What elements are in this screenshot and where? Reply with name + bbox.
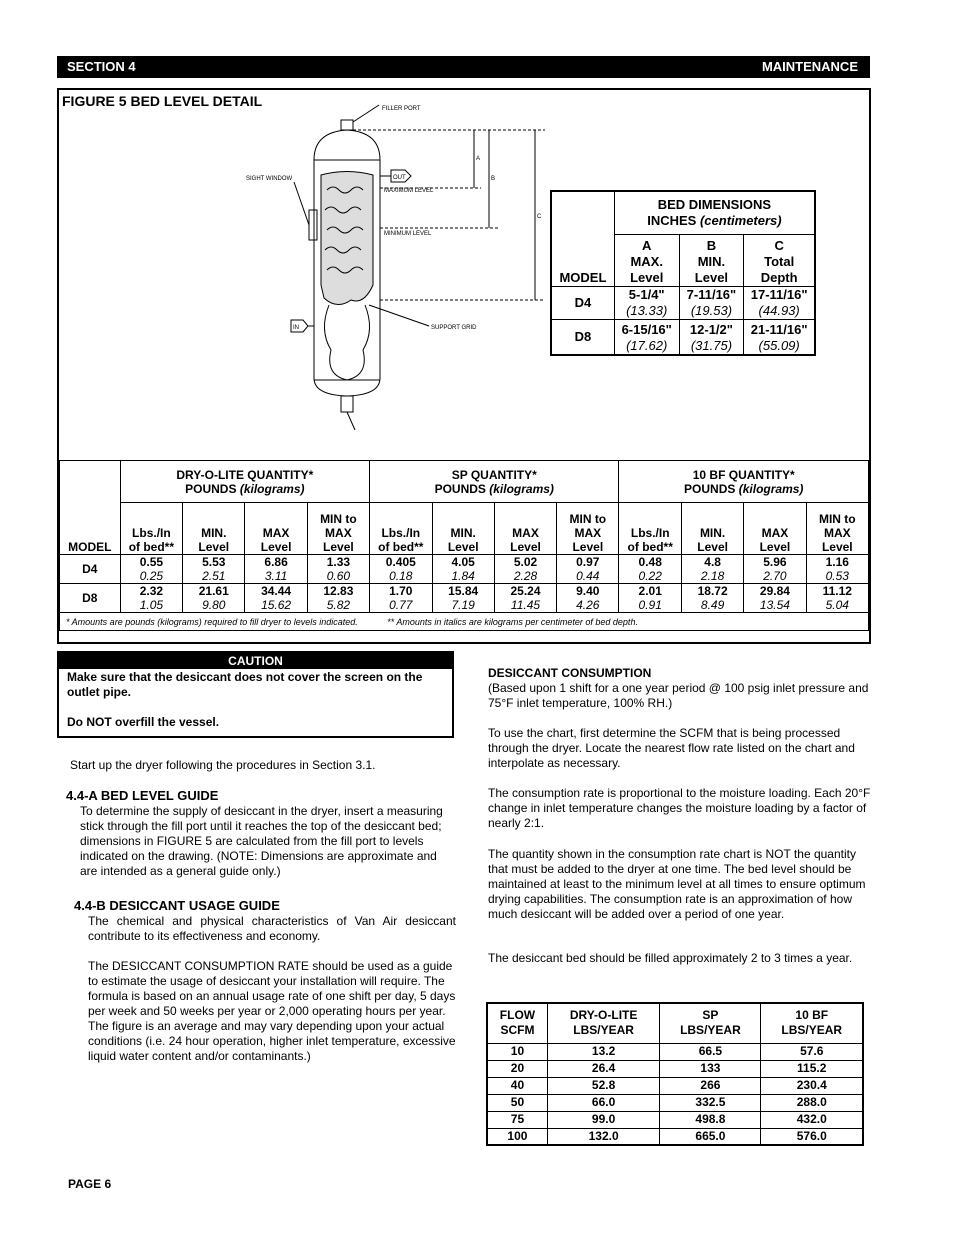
label-support-grid: SUPPORT GRID	[431, 325, 477, 331]
qty-value-cell: 4.05 1.84	[432, 555, 494, 584]
label-b: B	[491, 176, 496, 182]
consumption-paragraph-1: (Based upon 1 shift for a one year period @ 100 psig inlet pressure and 75°F inlet temperature, 100% RH.)	[488, 681, 869, 710]
qty-value-cell: 1.33 0.60	[307, 555, 369, 584]
label-a: A	[476, 156, 481, 162]
consumption-cell: 498.8	[660, 1111, 761, 1128]
bed-dimensions-table	[550, 190, 816, 356]
qty-value-cell: 5.96 2.70	[744, 555, 806, 584]
consumption-cell: 57.6	[761, 1043, 863, 1060]
qty-value-cell: 12.83 5.82	[307, 584, 369, 613]
caution-title: CAUTION	[59, 653, 452, 669]
consumption-cell: 133	[660, 1060, 761, 1077]
consumption-cell: 20	[487, 1060, 547, 1077]
consumption-header-cell: SP LBS/YEAR	[660, 1003, 761, 1043]
filler-port-cap	[341, 120, 353, 130]
qty-value-cell: 18.72 8.49	[681, 584, 743, 613]
consumption-cell: 50	[487, 1094, 547, 1111]
table-row	[60, 555, 869, 584]
qty-value-cell: 0.97 0.44	[557, 555, 619, 584]
consumption-cell: 10	[487, 1043, 547, 1060]
qty-value-cell: 4.8 2.18	[681, 555, 743, 584]
qty-value-cell: 5.53 2.51	[183, 555, 245, 584]
usage-paragraph-1: The chemical and physical characteristics of Van Air desiccant contribute to its effectiveness and economy.	[88, 914, 456, 943]
table-row	[487, 1077, 863, 1094]
consumption-cell: 432.0	[761, 1111, 863, 1128]
table-row	[487, 1111, 863, 1128]
consumption-paragraph-5: The desiccant bed should be filled approximately 2 to 3 times a year.	[488, 951, 853, 965]
dryer-drawing	[229, 100, 549, 445]
sight-window	[309, 210, 317, 240]
qty-value-cell: 29.84 13.54	[744, 584, 806, 613]
table-row	[487, 1094, 863, 1111]
section-header	[57, 56, 870, 78]
table-row	[487, 1043, 863, 1060]
qty-value-cell: 11.12 5.04	[806, 584, 868, 613]
bed-col-b: B MIN. Level	[679, 234, 744, 286]
table-row: D8 6-15/16" (17.62) 12-1/2" (31.75) 21-11/16" (55.09)	[551, 319, 815, 355]
qty-value-cell: 9.40 4.26	[557, 584, 619, 613]
qty-value-cell: 1.70 0.77	[370, 584, 432, 613]
consumption-cell: 66.0	[547, 1094, 659, 1111]
qty-value-cell: 0.48 0.22	[619, 555, 681, 584]
qty-group-header: 10 BF QUANTITY* POUNDS (kilograms)	[619, 461, 869, 503]
consumption-paragraph-4: The quantity shown in the consumption rate chart is NOT the quantity that must be added to the dryer at one time. The bed level should be maintained at least to the minimum level at all times to ensure optimum drying capabilities. The consumption rate is an approximation of how much desiccant will be added over a period of one year.	[488, 847, 866, 921]
consumption-cell: 13.2	[547, 1043, 659, 1060]
qty-value-cell: 25.24 11.45	[494, 584, 556, 613]
consumption-cell: 100	[487, 1128, 547, 1145]
consumption-cell: 288.0	[761, 1094, 863, 1111]
page-number: PAGE 6	[68, 1177, 112, 1191]
qty-subcol-header: Lbs./In of bed**	[370, 503, 432, 555]
qty-subcol-header: MAX Level	[494, 503, 556, 555]
consumption-cell: 266	[660, 1077, 761, 1094]
table-row	[487, 1060, 863, 1077]
qty-value-cell: 15.84 7.19	[432, 584, 494, 613]
qty-subcol-header: MIN. Level	[681, 503, 743, 555]
caution-line-1: Make sure that the desiccant does not cover the screen on the outlet pipe.	[67, 670, 423, 699]
consumption-cell: 576.0	[761, 1128, 863, 1145]
qty-group-header: DRY-O-LITE QUANTITY* POUNDS (kilograms)	[120, 461, 369, 503]
bed-col-c: C Total Depth	[744, 234, 815, 286]
qty-value-cell: 2.32 1.05	[120, 584, 182, 613]
consumption-header-cell: FLOW SCFM	[487, 1003, 547, 1043]
bed-model-header: MODEL	[551, 191, 614, 286]
figure-title: FIGURE 5 BED LEVEL DETAIL	[62, 93, 263, 109]
label-sight-window: SIGHT WINDOW	[246, 176, 293, 182]
qty-subcol-header: MAX Level	[245, 503, 307, 555]
consumption-cell: 52.8	[547, 1077, 659, 1094]
table-row	[487, 1128, 863, 1145]
bed-level-paragraph: To determine the supply of desiccant in the dryer, insert a measuring stick through the fill port until it reaches the top of the desiccant bed; dimensions in FIGURE 5 are calculated from the fill port to levels indicated on the drawing. (NOTE: Dimensions are approximate and are intended as a general guide only.)	[80, 804, 443, 878]
consumption-cell: 332.5	[660, 1094, 761, 1111]
label-filler-port: FILLER PORT	[382, 106, 421, 112]
bed-title-cell: BED DIMENSIONS INCHES (centimeters)	[614, 191, 815, 234]
qty-subcol-header: MIN. Level	[432, 503, 494, 555]
label-in: IN	[293, 325, 299, 331]
qty-subcol-header: MAX Level	[744, 503, 806, 555]
qty-value-cell: 0.55 0.25	[120, 555, 182, 584]
label-maximum-level: MAXIMUM LEVEL	[384, 188, 434, 194]
consumption-cell: 40	[487, 1077, 547, 1094]
consumption-paragraph-3: The consumption rate is proportional to the moisture loading. Each 20°F change in inlet temperature changes the moisture loading by a factor of nearly 2:1.	[488, 786, 871, 830]
qty-value-cell: 6.86 3.11	[245, 555, 307, 584]
qty-model-header: MODEL	[60, 461, 121, 555]
consumption-cell: 665.0	[660, 1128, 761, 1145]
consumption-cell: 26.4	[547, 1060, 659, 1077]
caution-line-2: Do NOT overfill the vessel.	[67, 715, 220, 729]
consumption-header-cell: DRY-O-LITE LBS/YEAR	[547, 1003, 659, 1043]
qty-subcol-header: MIN to MAX Level	[557, 503, 619, 555]
consumption-paragraph-2: To use the chart, first determine the SCFM that is being processed through the dryer. Locate the nearest flow rate listed on the chart and interpolate as necessary.	[488, 726, 855, 770]
desiccant-bed	[321, 172, 373, 305]
startup-text: Start up the dryer following the procedures in Section 3.1.	[70, 758, 376, 772]
heading-desiccant-consumption: DESICCANT CONSUMPTION	[488, 666, 652, 680]
qty-group-header: SP QUANTITY* POUNDS (kilograms)	[370, 461, 619, 503]
consumption-cell: 66.5	[660, 1043, 761, 1060]
qty-notes: * Amounts are pounds (kilograms) required to fill dryer to levels indicated. ** Amounts in italics are kilograms per centimeter of bed depth.	[60, 613, 869, 631]
qty-subcol-header: Lbs./In of bed**	[120, 503, 182, 555]
qty-model-cell: D8	[60, 584, 121, 613]
consumption-cell: 75	[487, 1111, 547, 1128]
section-label: SECTION 4	[67, 59, 136, 74]
qty-value-cell: 0.405 0.18	[370, 555, 432, 584]
consumption-table	[486, 1002, 864, 1146]
qty-subcol-header: MIN to MAX Level	[307, 503, 369, 555]
qty-model-cell: D4	[60, 555, 121, 584]
heading-desiccant-usage-guide: 4.4-B DESICCANT USAGE GUIDE	[74, 898, 280, 913]
consumption-cell: 132.0	[547, 1128, 659, 1145]
usage-paragraph-2: The DESICCANT CONSUMPTION RATE should be used as a guide to estimate the usage of desiccant your installation will require. The formula is based on an annual usage rate of one shift per day, 5 days per week and 50 weeks per year or 2,000 operating hours per year. The figure is an average and may vary depending upon your actual conditions (i.e. 24 hour operation, higher inlet temperature, excessive liquid water content and/or contaminants.)	[88, 959, 456, 1063]
section-title: MAINTENANCE	[761, 59, 858, 74]
qty-value-cell: 21.61 9.80	[183, 584, 245, 613]
qty-value-cell: 34.44 15.62	[245, 584, 307, 613]
consumption-cell: 230.4	[761, 1077, 863, 1094]
consumption-cell: 115.2	[761, 1060, 863, 1077]
qty-value-cell: 1.16 0.53	[806, 555, 868, 584]
label-out: OUT	[393, 175, 406, 181]
qty-subcol-header: Lbs./In of bed**	[619, 503, 681, 555]
label-c: C	[537, 214, 542, 220]
bed-col-a: A MAX. Level	[614, 234, 679, 286]
qty-value-cell: 2.01 0.91	[619, 584, 681, 613]
caution-box	[57, 651, 454, 738]
consumption-cell: 99.0	[547, 1111, 659, 1128]
table-row	[60, 584, 869, 613]
table-row: D4 5-1/4" (13.33) 7-11/16" (19.53) 17-11/16" (44.93)	[551, 286, 815, 319]
label-minimum-level: MINIMUM LEVEL	[384, 231, 432, 237]
quantity-table	[59, 460, 869, 631]
qty-value-cell: 5.02 2.28	[494, 555, 556, 584]
heading-bed-level-guide: 4.4-A BED LEVEL GUIDE	[66, 788, 219, 803]
consumption-header-cell: 10 BF LBS/YEAR	[761, 1003, 863, 1043]
qty-subcol-header: MIN to MAX Level	[806, 503, 868, 555]
qty-subcol-header: MIN. Level	[183, 503, 245, 555]
